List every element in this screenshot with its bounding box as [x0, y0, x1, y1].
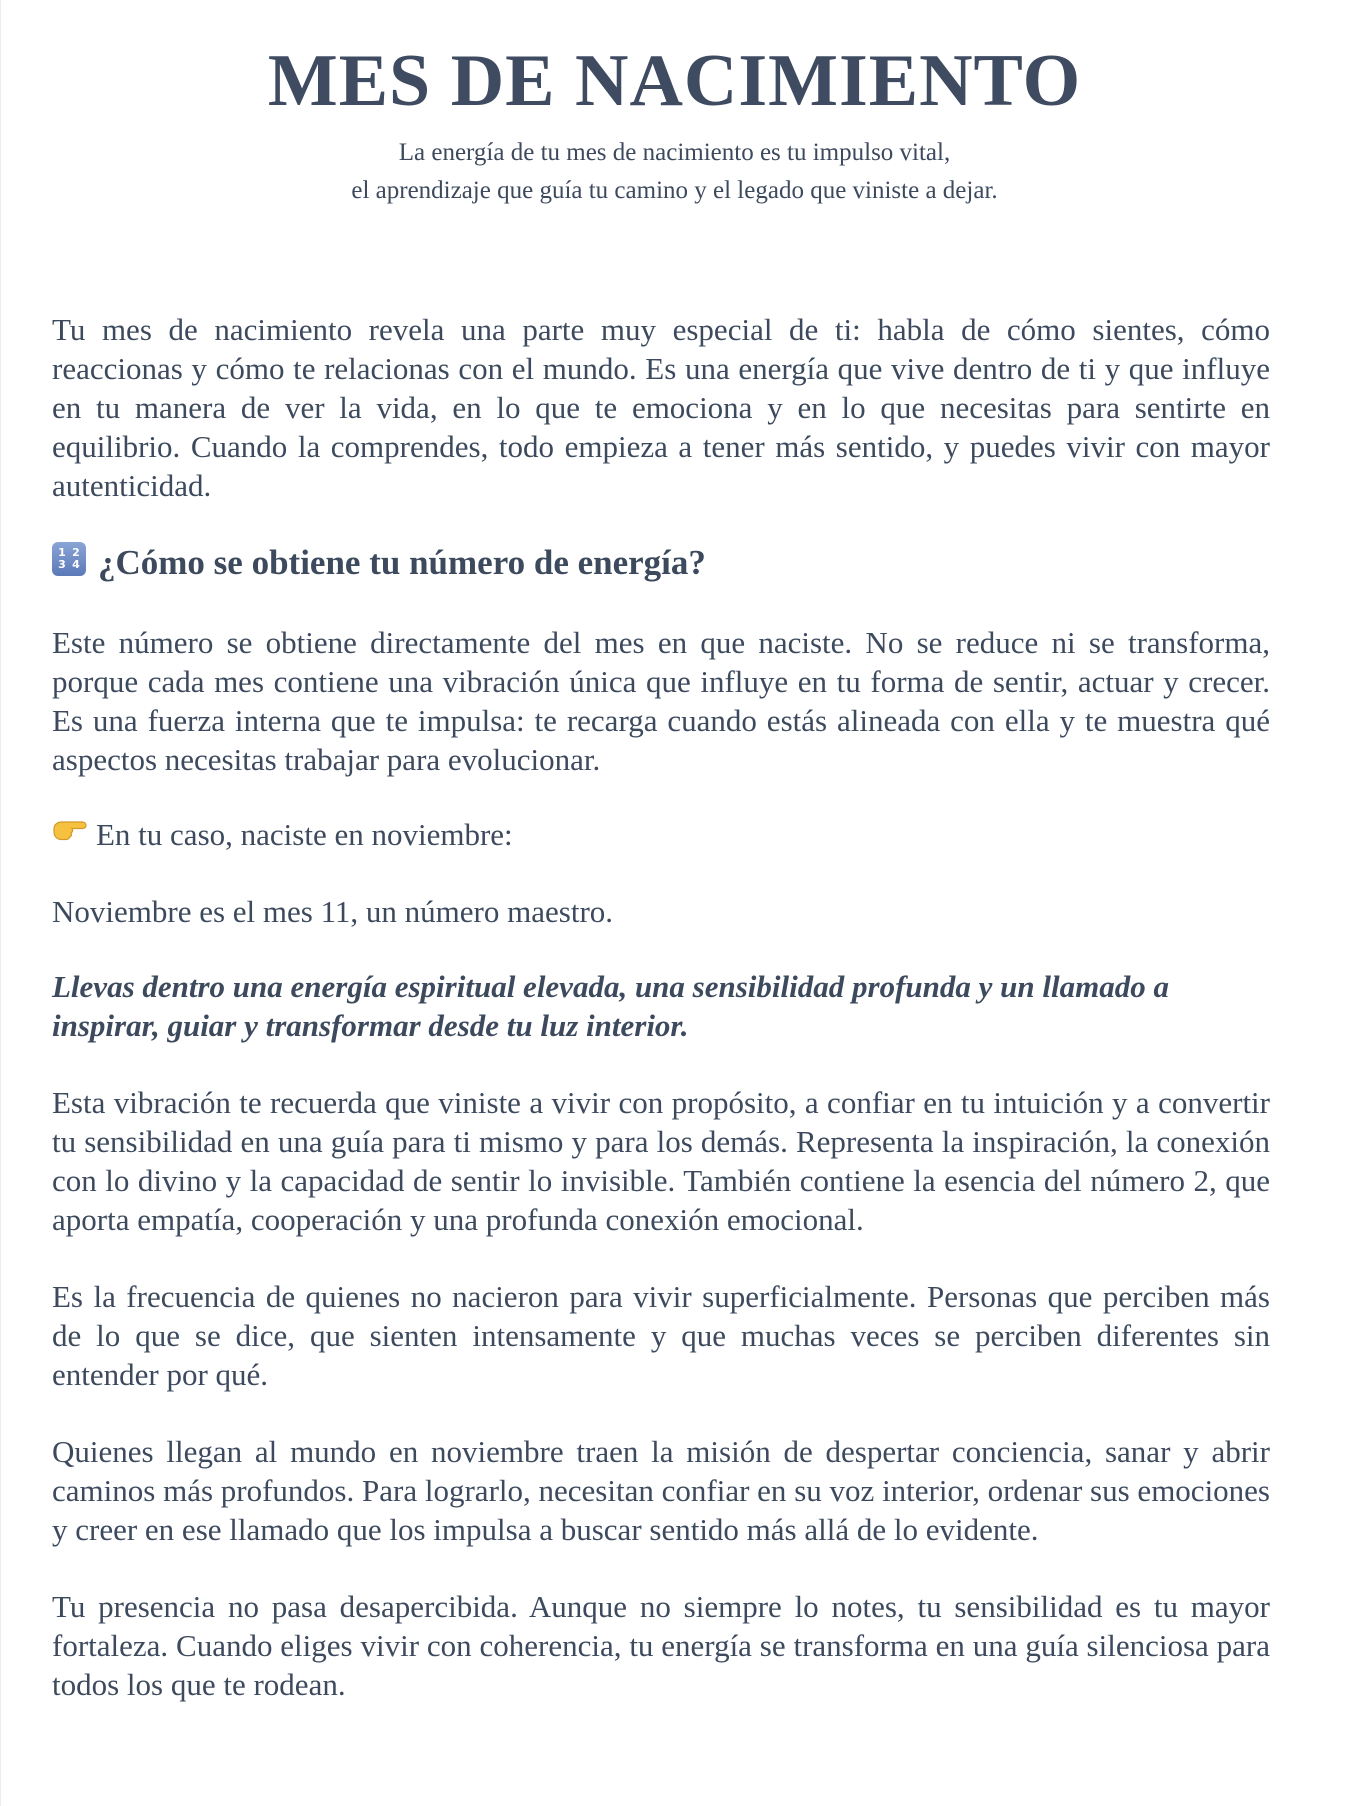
month-line: Noviembre es el mes 11, un número maestro. [52, 894, 614, 929]
section-heading-text: ¿Cómo se obtiene tu número de energía? [98, 543, 706, 582]
body-paragraph-4: Tu presencia no pasa desapercibida. Aunque no siempre lo notes, tu sensibilidad es tu mayor fortaleza. Cuando eliges vivir con coherencia, tu energía se transforma en una guía silenciosa para todos los que te rodean. [52, 1589, 1270, 1702]
body-paragraph-1: Esta vibración te recuerda que viniste a vivir con propósito, a confiar en tu intuición y a convertir tu sensibilidad en una guía para ti mismo y para los demás. Representa la inspiración, la conexión con lo divino y la capacidad de sentir lo invisible. También contiene la esencia del número 2, que aporta empatía, cooperación y una profunda conexión emocional. [52, 1085, 1270, 1237]
intro-paragraph: Tu mes de nacimiento revela una parte muy especial de ti: habla de cómo sientes, cómo reaccionas y cómo te relacionas con el mundo. Es una energía que vive dentro de ti y que influye en tu manera de ver la vida, en lo que te emociona y en lo que necesitas para sentirte en equilibrio. Cuando la comprendes, todo empieza a tener más sentido, y puedes vivir con mayor autenticidad. [52, 312, 1270, 503]
input-numbers-icon: 1 2 3 4 [52, 542, 86, 576]
highlight-paragraph: Llevas dentro una energía espiritual elevada, una sensibilidad profunda y un llamado a inspirar, guiar y transformar desde tu luz interior. [52, 969, 1169, 1043]
case-line [52, 815, 1270, 854]
page-subtitle [1, 134, 1348, 210]
document-body [52, 310, 1270, 1704]
body-paragraph-2: Es la frecuencia de quienes no nacieron para vivir superficialmente. Personas que perciben más de lo que se dice, que sienten intensamente y que muchas veces se perciben diferentes sin entender por qué. [52, 1279, 1270, 1392]
subtitle-line-2: el aprendizaje que guía tu camino y el legado que viniste a dejar. [351, 177, 998, 204]
body-paragraph-3: Quienes llegan al mundo en noviembre traen la misión de despertar conciencia, sanar y abrir caminos más profundos. Para lograrlo, necesitan confiar en su voz interior, ordenar sus emociones y creer en ese llamado que los impulsa a buscar sentido más allá de lo evidente. [52, 1434, 1270, 1547]
section-paragraph: Este número se obtiene directamente del mes en que naciste. No se reduce ni se transforma, porque cada mes contiene una vibración única que influye en tu forma de sentir, actuar y crecer. Es una fuerza interna que te impulsa: te recarga cuando estás alineada con ella y te muestra qué aspectos necesitas trabajar para evolucionar. [52, 625, 1270, 777]
page-title: MES DE NACIMIENTO [267, 40, 1082, 122]
case-line-text: En tu caso, naciste en noviembre: [96, 817, 513, 852]
pointing-hand-icon [52, 817, 88, 841]
section-heading [52, 541, 1270, 585]
page-header [1, 0, 1348, 210]
subtitle-line-1: La energía de tu mes de nacimiento es tu impulso vital, [398, 139, 951, 166]
